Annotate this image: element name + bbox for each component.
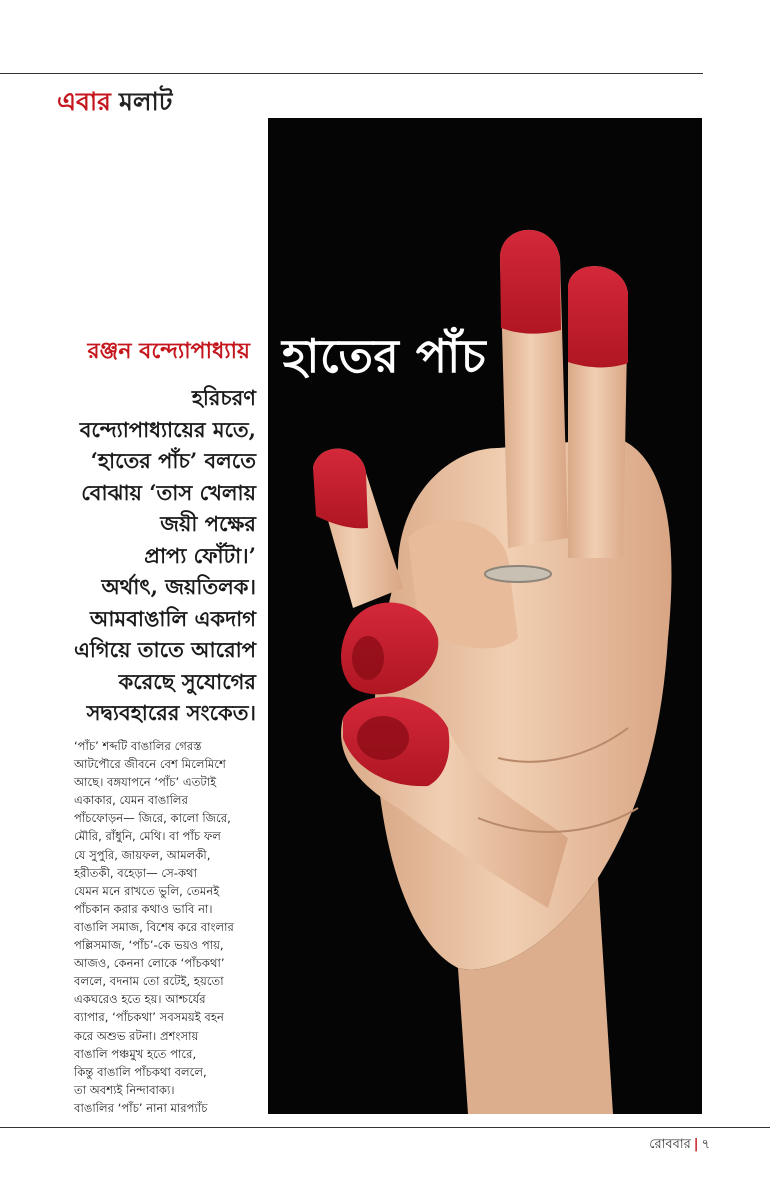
lede-line: বন্দ্যোপাধ্যায়ের মতে, [79,416,256,442]
body-line: বাঙালির ‘পাঁচ’ নানা মারপ্যাঁচ [74,1100,208,1115]
body-line: বাঙালি সমাজ, বিশেষ করে বাংলার [74,919,234,934]
body-line: ‘পাঁচ’ শব্দটি বাঙালির গেরস্ত [74,739,202,753]
body-line: বাঙালি পঞ্চমুখ হতে পারে, [74,1046,197,1061]
lede-line: এগিয়ে তাতে আরোপ [73,637,256,662]
body-paragraph [74,737,254,1117]
body-line: কিন্তু বাঙালি পাঁচকথা বললে, [74,1064,207,1079]
photo-title: হাতের পাঁচ [282,329,487,383]
body-line: আছে। বঙ্গযাপনে ‘পাঁচ’ এতটাই [74,775,217,790]
body-line: পাঁচফোড়ন— জিরে, কালো জিরে, [74,811,231,826]
hand-illustration [268,118,702,1114]
body-line: একঘরেও হতে হয়। আশ্চর্যের [74,992,206,1007]
body-line: তা অবশ্যই নিন্দাবাক্য। [74,1082,175,1097]
bottom-rule [0,1127,770,1128]
lede-line: সদ্ব্যবহারের সংকেত। [86,700,256,725]
body-line: পল্লিসমাজ, ‘পাঁচ’-কে ভয়ও পায়, [74,938,224,953]
lede-line: অর্থাৎ, জয়তিলক। [101,574,256,599]
lede-line: জয়ী পক্ষের [160,511,256,536]
lede-line: করেছে সুযোগের [118,668,256,694]
author-byline: রঞ্জন বন্দ্যোপাধ্যায় [87,339,250,364]
body-line: যে সুপুরি, জায়ফল, আমলকী, [74,847,211,862]
section-title [57,82,172,125]
body-line: ব্যাপার, ‘পাঁচকথা’ সবসময়ই বহন [74,1010,224,1025]
section-title-accent: এবার [57,87,111,116]
body-line: যেমন মনে রাখতে ভুলি, তেমনই [74,883,220,898]
body-line: করে অশুভ রটনা। প্রশংসায় [74,1028,199,1043]
lede-line: বোঝায় ‘তাস খেলায় [81,479,256,505]
body-line: মৌরি, রাঁধুনি, মেথি। বা পাঁচ ফল [74,829,221,844]
page-number: ৭ [701,1137,710,1152]
body-line: আটপৌরে জীবনে বেশ মিলেমিশে [74,757,226,772]
section-title-rest: মলাট [118,87,173,116]
lede-line: হরিচরণ [191,385,256,410]
cover-photo [268,118,702,1114]
publication-name: রোববার [649,1137,691,1152]
body-line: পাঁচকান করার কথাও ভাবি না। [74,901,213,916]
page-footer [649,1135,710,1156]
lede-line: ‘হাতের পাঁচ’ বলতে [90,448,256,473]
top-rule [0,73,703,74]
footer-separator: | [693,1137,699,1152]
lede-line: প্রাপ্য ফোঁটা।’ [144,542,256,568]
body-line: আজও, কেননা লোকে ‘পাঁচকথা’ [74,956,225,971]
body-line: একাকার, যেমন বাঙালির [74,793,188,808]
body-line: বললে, বদনাম তো রটেই, হয়তো [74,974,224,989]
body-line: হরীতকী, বহেড়া— সে-কথা [74,865,197,880]
lede-paragraph [0,382,256,729]
lede-line: আমবাঙালি একদাগ [90,605,256,631]
